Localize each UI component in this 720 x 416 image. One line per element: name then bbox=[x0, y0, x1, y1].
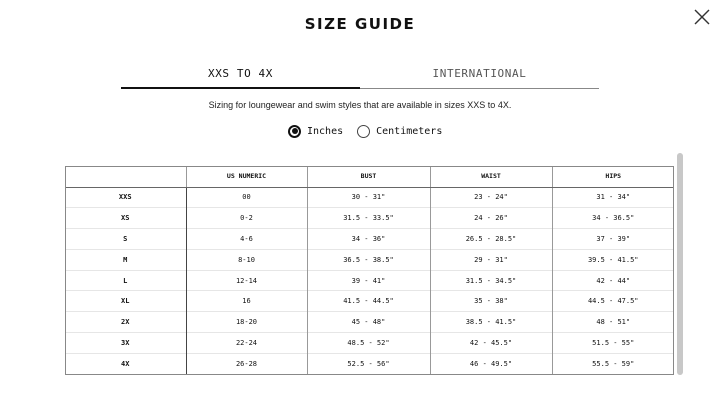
waist-cell: 23 - 24" bbox=[430, 187, 552, 208]
unit-option-inches[interactable] bbox=[288, 125, 343, 138]
hips-cell: 37 - 39" bbox=[596, 234, 631, 243]
radio-checked-icon[interactable] bbox=[288, 125, 301, 138]
bust-cell: 45 - 48" bbox=[307, 312, 430, 333]
size-table-container bbox=[65, 166, 674, 375]
bust-cell: 31.5 - 33.5" bbox=[307, 208, 430, 229]
hips-cell: 48 - 51" bbox=[596, 318, 631, 327]
bust-cell: 36.5 - 38.5" bbox=[307, 249, 430, 270]
hips-cell: 39.5 - 41.5" bbox=[587, 255, 639, 264]
waist-cell: 35 - 38" bbox=[430, 291, 552, 312]
hips-cell: 31 - 34" bbox=[596, 193, 631, 202]
unit-label-inches: Inches bbox=[307, 125, 344, 137]
table-row bbox=[65, 208, 674, 229]
waist-cell: 24 - 26" bbox=[430, 208, 552, 229]
size-cell: XXS bbox=[65, 187, 186, 208]
size-cell: 2X bbox=[65, 312, 186, 333]
us-numeric-cell: 12-14 bbox=[186, 270, 307, 291]
bust-cell: 30 - 31" bbox=[307, 187, 430, 208]
waist-cell: 38.5 - 41.5" bbox=[430, 312, 552, 333]
table-row bbox=[65, 187, 674, 208]
waist-cell: 31.5 - 34.5" bbox=[430, 270, 552, 291]
us-numeric-cell: 18-20 bbox=[186, 312, 307, 333]
us-numeric-cell: 8-10 bbox=[186, 249, 307, 270]
table-row bbox=[65, 229, 674, 250]
hips-cell: 44.5 - 47.5" bbox=[587, 297, 639, 306]
bust-cell: 52.5 - 56" bbox=[307, 353, 430, 374]
us-numeric-cell: 16 bbox=[186, 291, 307, 312]
waist-cell: 29 - 31" bbox=[430, 249, 552, 270]
table-row bbox=[65, 291, 674, 312]
size-cell: S bbox=[65, 229, 186, 250]
modal-title: SIZE GUIDE bbox=[304, 15, 416, 33]
radio-unchecked-icon[interactable] bbox=[357, 125, 370, 138]
table-header-row bbox=[65, 166, 674, 187]
size-cell: 3X bbox=[65, 333, 186, 354]
waist-cell: 26.5 - 28.5" bbox=[430, 229, 552, 250]
unit-option-centimeters[interactable] bbox=[357, 125, 442, 138]
size-cell: L bbox=[65, 270, 186, 291]
hips-cell: 51.5 - 55" bbox=[592, 338, 635, 347]
unit-toggle bbox=[288, 122, 456, 140]
header-waist: WAIST bbox=[430, 166, 552, 187]
header-size bbox=[65, 166, 186, 187]
scrollbar[interactable] bbox=[677, 153, 683, 375]
bust-cell: 39 - 41" bbox=[307, 270, 430, 291]
tab-xxs-to-4x[interactable]: XXS TO 4X bbox=[207, 67, 273, 80]
table-row bbox=[65, 333, 674, 354]
hips-cell: 42 - 44" bbox=[596, 276, 631, 285]
table-row bbox=[65, 353, 674, 374]
size-cell: 4X bbox=[65, 353, 186, 374]
size-tabs bbox=[121, 60, 599, 90]
us-numeric-cell: 22-24 bbox=[186, 333, 307, 354]
us-numeric-cell: 26-28 bbox=[186, 353, 307, 374]
size-cell: XS bbox=[65, 208, 186, 229]
size-cell: XL bbox=[65, 291, 186, 312]
hips-cell: 55.5 - 59" bbox=[592, 360, 635, 369]
tab-international[interactable]: INTERNATIONAL bbox=[432, 67, 527, 80]
bust-cell: 41.5 - 44.5" bbox=[307, 291, 430, 312]
table-row bbox=[65, 249, 674, 270]
us-numeric-cell: 00 bbox=[186, 187, 307, 208]
table-row bbox=[65, 312, 674, 333]
bust-cell: 34 - 36" bbox=[307, 229, 430, 250]
active-tab-indicator bbox=[121, 87, 360, 89]
header-bust: BUST bbox=[307, 166, 430, 187]
bust-cell: 48.5 - 52" bbox=[307, 333, 430, 354]
unit-label-centimeters: Centimeters bbox=[376, 125, 443, 137]
waist-cell: 46 - 49.5" bbox=[430, 353, 552, 374]
hips-cell: 34 - 36.5" bbox=[592, 214, 635, 223]
size-table bbox=[65, 166, 674, 374]
table-row bbox=[65, 270, 674, 291]
us-numeric-cell: 0-2 bbox=[186, 208, 307, 229]
size-cell: M bbox=[65, 249, 186, 270]
header-us-numeric: US NUMERIC bbox=[186, 166, 307, 187]
us-numeric-cell: 4-6 bbox=[186, 229, 307, 250]
scrollbar-thumb[interactable] bbox=[677, 153, 683, 375]
size-guide-description: Sizing for loungewear and swim styles that are available in sizes XXS to 4X. bbox=[208, 100, 512, 110]
header-hips: HIPS bbox=[552, 166, 674, 187]
waist-cell: 42 - 45.5" bbox=[430, 333, 552, 354]
